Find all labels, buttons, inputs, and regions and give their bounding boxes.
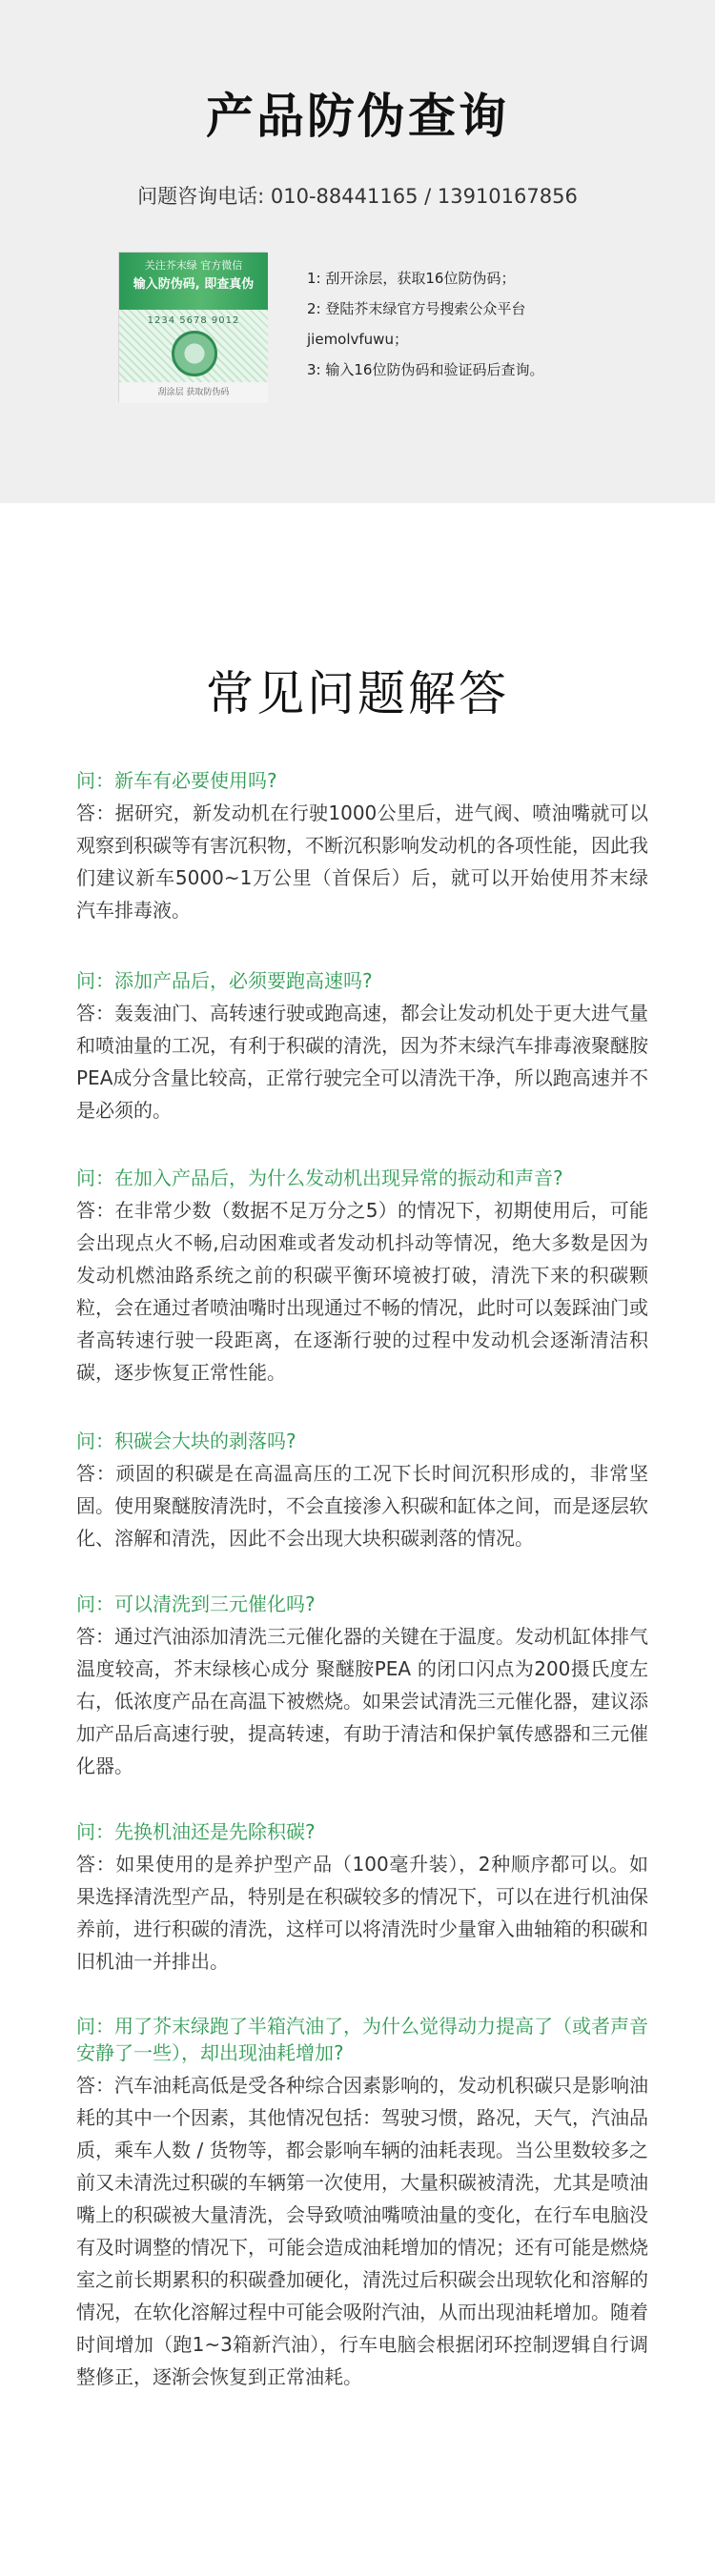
step-1: 1: 刮开涂层，获取16位防伪码； [307,270,516,287]
faq-item-highway [76,967,648,1126]
faq-item-new-car [76,767,648,926]
seal-icon [172,331,217,376]
faq-item-vibration [76,1165,648,1389]
label-header [119,253,268,310]
faq-answer: 答：顽固的积碳是在高温高压的工况下长时间沉积形成的，非常坚固。使用聚醚胺清洗时，不会直接渗入积碳和缸体之间，而是逐层软化、溶解和清洗，因此不会出现大块积碳剥落的情况。 [76,1462,648,1550]
faq-question: 问：积碳会大块的剥落吗? [76,1430,296,1452]
page-title: 产品防伪查询 [206,89,509,144]
anti-counterfeit-label-image [118,252,267,402]
faq-answer: 答：在非常少数（数据不足万分之5）的情况下，初期使用后，可能会出现点火不畅,启动困难或者发动机抖动等情况，绝大多数是因为发动机燃油路系统之前的积碳平衡环境被打破，清洗下来的积碳颗粒，会在通过者喷油嘴时出现通过不畅的情况，此时可以轰踩油门或者高转速行驶一段距离，在逐渐行驶的过程中发动机会逐渐清洁积碳，逐步恢复正常性能。 [76,1199,648,1384]
faq-answer: 答：通过汽油添加清洗三元催化器的关键在于温度。发动机缸体排气温度较高，芥末绿核心成分 聚醚胺PEA 的闭口闪点为200摄氏度左右，低浓度产品在高温下被燃烧。如果尝试清洗三元催化器，建议添加产品后高速行驶，提高转速，有助于清洁和保护氧传感器和三元催化器。 [76,1625,648,1777]
label-footer: 刮涂层 获取防伪码 [119,382,268,403]
faq-question: 问：新车有必要使用吗? [76,769,277,792]
faq-question: 问：添加产品后，必须要跑高速吗? [76,969,373,992]
faq-item-oil-change [76,1818,648,1978]
faq-item-fuel-consumption [76,2013,648,2393]
verification-section [0,0,715,503]
faq-answer: 答：据研究，新发动机在行驶1000公里后，进气阀、喷油嘴就可以观察到积碳等有害沉积物，不断沉积影响发动机的各项性能，因此我们建议新车5000~1万公里（首保后）后，就可以开始使用芥末绿汽车排毒液。 [76,801,648,922]
step-2: 2: 登陆芥末绿官方号搜索公众平台 [307,300,526,317]
label-sample-code: 1234 5678 9012 [147,315,240,326]
faq-answer: 答：轰轰油门、高转速行驶或跑高速，都会让发动机处于更大进气量和喷油量的工况，有利于积碳的清洗，因为芥末绿汽车排毒液聚醚胺PEA成分含量比较高，正常行驶完全可以清洗干净，所以跑高速并不是必须的。 [76,1002,648,1122]
faq-question: 问：可以清洗到三元催化吗? [76,1592,316,1615]
faq-answer: 答：如果使用的是养护型产品（100毫升装），2种顺序都可以。如果选择清洗型产品，特别是在积碳较多的情况下，可以在进行机油保养前，进行积碳的清洗，这样可以将清洗时少量窜入曲轴箱的积碳和旧机油一并排出。 [76,1853,648,1973]
faq-answer: 答：汽车油耗高低是受各种综合因素影响的，发动机积碳只是影响油耗的其中一个因素，其他情况包括：驾驶习惯，路况，天气，汽油品质，乘车人数 / 货物等，都会影响车辆的油耗表现。当公里数较多之前又未清洗过积碳的车辆第一次使用，大量积碳被清洗，尤其是喷油嘴上的积碳被大量清洗，会导致喷油嘴喷油量的变化，在行车电脑没有及时调整的情况下，可能会造成油耗增加的情况；还有可能是燃烧室之前长期累积的积碳叠加硬化，清洗过后积碳会出现软化和溶解的情况，在软化溶解过程中可能会吸附汽油，从而出现油耗增加。随着时间增加（跑1~3箱新汽油），行车电脑会根据闭环控制逻辑自行调整修正，逐渐会恢复到正常油耗。 [76,2074,648,2388]
faq-item-catalytic [76,1591,648,1782]
faq-question: 问：先换机油还是先除积碳? [76,1820,316,1843]
faq-question: 问：在加入产品后，为什么发动机出现异常的振动和声音? [76,1166,563,1189]
faq-title: 常见问题解答 [206,666,509,721]
faq-question: 问：用了芥末绿跑了半箱汽油了，为什么觉得动力提高了（或者声音安静了一些），却出现油耗增加? [76,2015,648,2064]
faq-item-carbon-peeling [76,1428,648,1554]
step-2-account: jiemolvfuwu； [307,331,408,348]
label-line-1: 关注芥末绿 官方微信 [144,259,243,272]
step-3: 3: 输入16位防伪码和验证码后查询。 [307,361,544,378]
query-steps [307,263,650,385]
label-scratch-area [119,310,268,382]
consult-phone: 问题咨询电话: 010-88441165 / 13910167856 [137,185,578,208]
label-line-2: 输入防伪码, 即查真伪 [133,277,255,292]
